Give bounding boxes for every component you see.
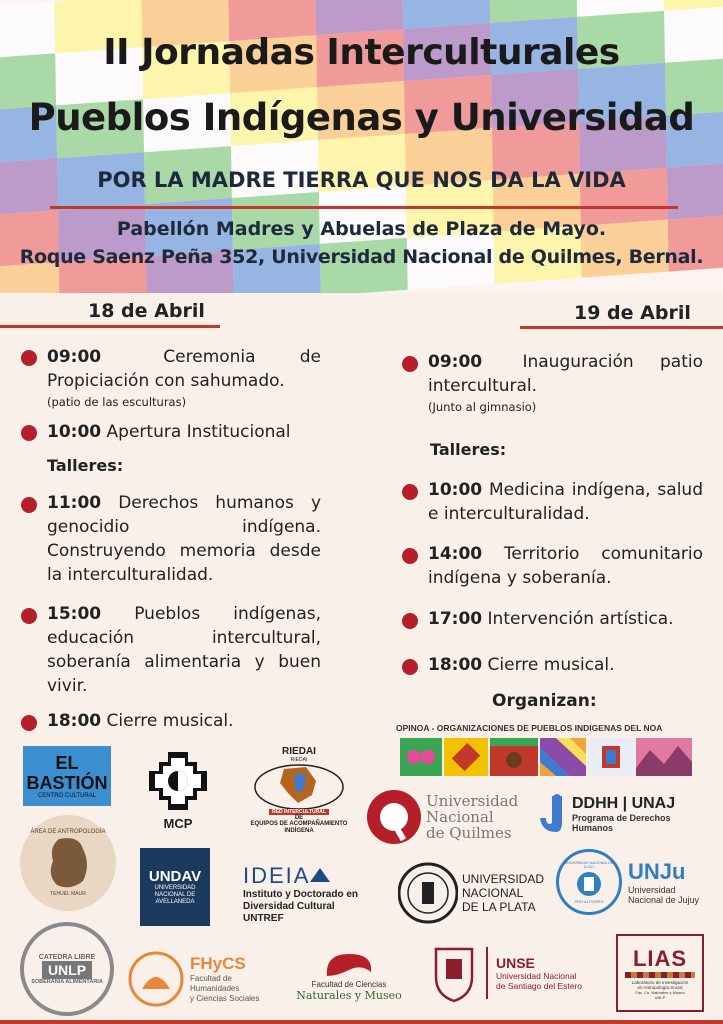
day1-item-1000 — [47, 420, 321, 444]
ideia-logo-line3: UNTREF — [243, 913, 284, 924]
organizan-heading: Organizan: — [492, 691, 597, 711]
opinoa-flag-wiphala — [540, 738, 586, 776]
unju-logo-line2: Nacional de Jujuy — [628, 895, 700, 905]
day1-time-1800: 18:00 — [47, 711, 102, 731]
fhycs-logo-line2: Humanidades — [190, 984, 240, 993]
riedai-logo — [244, 730, 354, 850]
day1-time-1500: 15:00 — [47, 604, 102, 624]
day1-label: 18 de Abril — [88, 300, 205, 322]
day2-text-0900: Inauguración patio intercultural. — [428, 352, 703, 396]
ideia-logo-mark: IDEIA — [243, 863, 311, 888]
opinoa-flag-green — [400, 738, 442, 776]
bullet-dot — [21, 497, 37, 513]
catedra-libre-logo — [20, 922, 114, 1016]
undav-logo-line3: AVELLANEDA — [155, 899, 195, 905]
fcnym-logo-line2: Naturales y Museo — [296, 989, 402, 1002]
day2-item-1000 — [428, 478, 703, 526]
fhycs-logo — [128, 946, 268, 1012]
riedai-map-icon — [254, 763, 344, 809]
day2-talleres-heading: Talleres: — [430, 440, 507, 459]
bullet-dot — [21, 715, 37, 731]
day1-time-1100: 11:00 — [47, 493, 102, 513]
day1-time-1000: 10:00 — [47, 422, 102, 442]
ddhh-logo-sub: Programa de Derechos Humanos — [571, 813, 671, 833]
unju-seal-ribbon: PRO ALTIORES — [574, 898, 604, 904]
day1-text-1000: Apertura Institucional — [106, 422, 291, 442]
lias-pattern — [625, 972, 695, 978]
fcnym-logo-line1: Facultad de Ciencias — [311, 980, 387, 989]
antropologia-figure-icon — [43, 835, 93, 891]
header-text — [0, 0, 723, 293]
undav-logo-line1: UNIVERSIDAD — [154, 885, 196, 891]
fhycs-logo-mark: FHyCS — [190, 954, 246, 973]
day2-time-1000: 10:00 — [428, 480, 483, 500]
day2-item-1800 — [428, 653, 703, 677]
catedra-logo-bottom: SOBERANIA ALIMENTARIA — [31, 978, 103, 985]
fhycs-logo-line1: Facultad de — [190, 974, 232, 983]
unq-logo — [366, 786, 532, 848]
lias-logo-line2: en Antropología Social — [637, 985, 683, 990]
unlp-logo — [398, 858, 546, 928]
bullet-dot — [21, 608, 37, 624]
unlp-logo-line2: NACIONAL — [462, 886, 524, 900]
unlp-seal-icon — [398, 860, 458, 926]
day2-time-0900: 09:00 — [428, 352, 483, 372]
day2-underline — [520, 326, 723, 329]
ideia-logo — [243, 863, 391, 924]
unse-logo-line1: Universidad Nacional — [496, 971, 577, 981]
unse-logo — [430, 938, 606, 1008]
fcnym-logo — [286, 944, 412, 1008]
unse-shield-icon — [430, 943, 478, 1003]
fcnym-emblem-icon — [321, 950, 377, 980]
day2-note-0900: (Junto al gimnasio) — [428, 400, 537, 414]
header-banner — [0, 0, 723, 293]
bastion-logo-sub: CENTRO CULTURAL — [37, 793, 97, 799]
bastion-logo — [23, 746, 111, 806]
bullet-dot — [402, 356, 418, 372]
day1-text-0900: Ceremonia de Propiciación con sahumado. — [47, 347, 321, 391]
venue-line-2: Roque Saenz Peña 352, Universidad Nacional de Quilmes, Bernal. — [19, 246, 704, 268]
unaj-j-icon — [538, 794, 568, 834]
catedra-logo-mid: UNLP — [42, 961, 92, 979]
opinoa-flag-light — [588, 738, 634, 776]
mcp-chakana-icon — [149, 752, 207, 812]
unse-logo-mark: UNSE — [496, 955, 535, 971]
catedra-logo-top: CATEDRA LIBRE — [38, 953, 96, 961]
fhycs-logo-line3: y Ciencias Sociales — [190, 994, 260, 1003]
fhycs-seal-icon — [128, 949, 184, 1009]
ddhh-unaj-logo — [538, 792, 714, 836]
unju-logo — [556, 842, 716, 922]
day1-talleres-heading: Talleres: — [47, 456, 124, 475]
day1-item-0900 — [47, 345, 321, 411]
day1-time-0900: 09:00 — [47, 347, 102, 367]
bottom-rule — [0, 1020, 723, 1024]
day2-text-1700: Intervención artística. — [487, 609, 674, 629]
day1-text-1100: Derechos humanos y genocidio indígena. Construyendo memoria desde la interculturalidad. — [47, 493, 322, 585]
unju-seal — [556, 849, 622, 915]
opinoa-flag-red — [490, 738, 538, 776]
ideia-logo-line2: Diversidad Cultural — [243, 901, 335, 912]
riedai-logo-band: RED INTERCULTURAL — [269, 809, 329, 815]
ddhh-logo-title: DDHH | UNAJ — [571, 795, 676, 812]
unju-logo-line1: Universidad — [628, 885, 676, 895]
day2-text-1400: Territorio comunitario indígena y soberanía. — [428, 544, 703, 588]
subtitle: POR LA MADRE TIERRA QUE NOS DA LA VIDA — [97, 168, 626, 192]
day2-item-0900 — [428, 350, 703, 416]
unse-logo-line2: de Santiago del Estero — [496, 981, 583, 991]
opinoa-label: OPINOA - ORGANIZACIONES DE PUEBLOS INDIGENAS DEL NOA — [396, 723, 663, 733]
unlp-logo-line1: UNIVERSIDAD — [462, 872, 545, 886]
riedai-logo-small: RIEDAI — [290, 756, 308, 763]
riedai-logo-sub: EQUIPOS DE ACOMPAÑAMIENTO INDÍGENA — [250, 820, 348, 834]
day1-underline — [0, 325, 220, 328]
undav-logo-line2: NACIONAL DE — [154, 892, 196, 898]
antropologia-logo-base: TEHUEL MAUR — [50, 891, 86, 897]
undav-logo — [140, 848, 210, 926]
bastion-logo-text: EL BASTIÓN — [26, 753, 108, 793]
title-line-2: Pueblos Indígenas y Universidad — [28, 96, 695, 139]
unq-logo-line2: Nacional — [426, 808, 494, 826]
mcp-logo-text: MCP — [163, 815, 193, 831]
day1-text-1800: Cierre musical. — [106, 711, 234, 731]
lias-logo-mark: LIAS — [632, 946, 688, 971]
day1-text-1500: Pueblos indígenas, educación intercultural, soberanía alimentaria y buen vivir. — [47, 604, 322, 696]
unju-logo-mark: UNJu — [628, 859, 686, 884]
riedai-logo-title: RIEDAI — [282, 745, 316, 757]
venue-line-1: Pabellón Madres y Abuelas de Plaza de Mayo. — [116, 218, 607, 240]
day1-item-1500 — [47, 602, 321, 698]
ideia-logo-line1: Instituto y Doctorado en — [243, 889, 358, 900]
ideia-triangle-icon — [310, 868, 330, 884]
lias-logo-line1: Laboratorio de Investigación — [631, 980, 689, 985]
bullet-dot — [21, 425, 37, 441]
day2-text-1800: Cierre musical. — [487, 655, 615, 675]
bullet-dot — [402, 484, 418, 500]
day2-time-1800: 18:00 — [428, 655, 483, 675]
day2-item-1700 — [428, 607, 703, 631]
bullet-dot — [21, 350, 37, 366]
day2-time-1700: 17:00 — [428, 609, 483, 629]
lias-logo — [616, 934, 704, 1012]
day1-note-0900: (patio de las esculturas) — [47, 395, 187, 409]
title-line-1: II Jornadas Interculturales — [103, 32, 620, 73]
mcp-logo — [148, 748, 208, 834]
lias-logo-line4: UNLP — [654, 995, 666, 1000]
undav-logo-mark: UNDAV — [148, 868, 202, 885]
unju-seal-ring: UNIVERSIDAD NACIONAL DE JUJUY — [564, 860, 614, 869]
bullet-dot — [402, 548, 418, 564]
opinoa-flag-pink — [636, 738, 692, 776]
riedai-logo-de: DE — [294, 814, 304, 821]
bullet-dot — [402, 659, 418, 675]
day2-label: 19 de Abril — [574, 302, 691, 324]
bullet-dot — [402, 613, 418, 629]
antropologia-logo-ring: ÁREA DE ANTROPOLOGÍA — [30, 829, 106, 835]
day2-item-1400 — [428, 542, 703, 590]
unq-logo-line3: de Quilmes — [426, 824, 512, 842]
day1-item-1100 — [47, 491, 321, 587]
unlp-logo-line3: DE LA PLATA — [462, 900, 536, 914]
unq-emblem-icon — [366, 789, 422, 845]
header-divider — [50, 206, 678, 209]
antropologia-logo — [20, 815, 116, 911]
unq-logo-line1: Universidad — [426, 792, 519, 810]
unju-seal-icon — [572, 869, 606, 899]
opinoa-flag-yellow — [444, 738, 488, 776]
day2-text-1000: Medicina indígena, salud e interculturalidad. — [428, 480, 704, 524]
lias-logo-line3: Fac. Cs. Naturales y Museo — [635, 990, 685, 995]
day2-time-1400: 14:00 — [428, 544, 483, 564]
